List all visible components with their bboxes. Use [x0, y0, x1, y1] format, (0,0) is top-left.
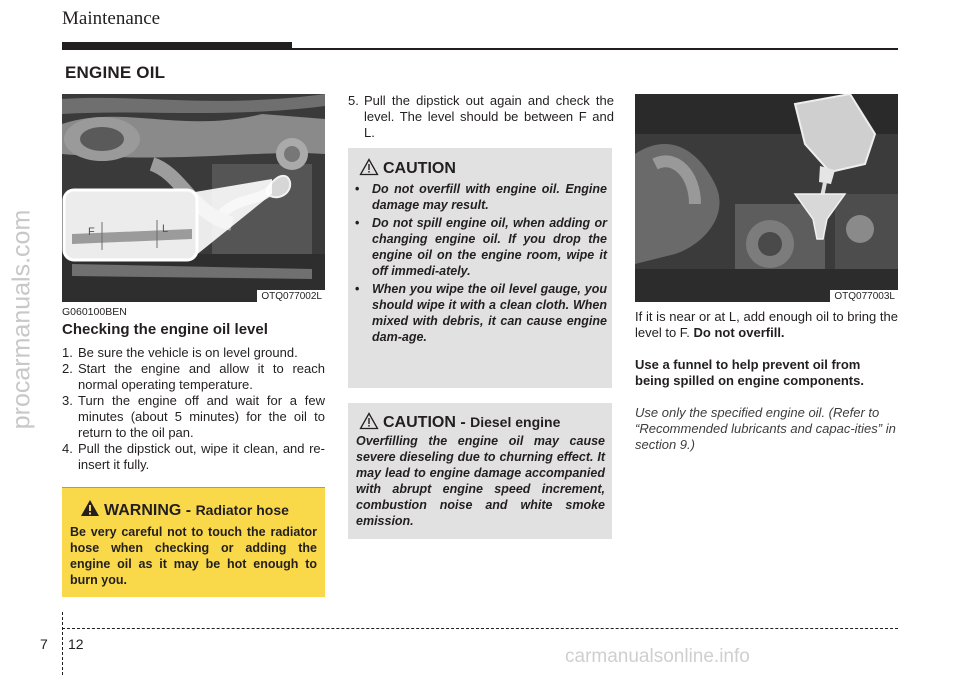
funnel-note: Use a funnel to help prevent oil from being spilled on engine components. — [635, 357, 864, 388]
refill-instruction: If it is near or at L, add enough oil to bring the level to F. Do not overfill. — [635, 309, 898, 340]
caution-item: • Do not overfill with engine oil. Engine damage may result. — [355, 182, 607, 212]
chapter-number: 7 — [40, 636, 48, 652]
side-watermark: procarmanuals.com — [7, 209, 36, 430]
caution-diesel-body: Overfilling the engine oil may cause severe dieseling due to churning effect. It may lead to engine damage accompanied with abrupt engine speed increment, combustion noise and white smoke emission. — [356, 434, 605, 528]
footer-rule — [62, 628, 898, 629]
dipstick-mark-l: L — [162, 223, 169, 235]
dipstick-mark-f: F — [88, 226, 95, 238]
section-code: G060100BEN — [62, 306, 127, 318]
subheading: Checking the engine oil level — [62, 321, 268, 338]
caution-diesel-box — [348, 403, 612, 539]
header-rule-thin — [292, 48, 898, 50]
caution-title: CAUTION — [383, 160, 456, 177]
caution-triangle-icon — [359, 412, 379, 430]
caution-item: • When you wipe the oil level gauge, you should wipe it with a clean cloth. When mixed with debris, it can cause engine dam-age. — [355, 282, 607, 344]
step-item: 3. Turn the engine off and wait for a few minutes (about 5 minutes) for the oil to return to the oil pan. — [62, 393, 325, 440]
warning-subtitle: Radiator hose — [195, 502, 289, 518]
step-item: 1. Be sure the vehicle is on level ground. — [62, 345, 298, 360]
warning-box — [62, 487, 325, 597]
caution-list — [355, 181, 607, 347]
specified-oil-note: Use only the specified engine oil. (Refer to “Recommended lubricants and capac-ities” in section 9.) — [635, 405, 896, 452]
caution-triangle-icon — [359, 158, 379, 176]
funnel-illustration — [635, 94, 898, 302]
do-not-overfill: Do not overfill. — [693, 325, 785, 340]
steps-list-left — [62, 345, 325, 473]
caution-diesel-title: CAUTION - Diesel engine — [383, 414, 561, 431]
bottom-watermark: carmanualsonline.info — [565, 646, 750, 667]
section-title: Maintenance — [62, 8, 161, 29]
figure-caption-left: OTQ077002L — [257, 290, 325, 302]
figure-caption-right: OTQ077003L — [830, 290, 898, 302]
warning-body: Be very careful not to touch the radiator hose when checking or adding the engine oil as it may be hot enough to burn you. — [70, 525, 317, 587]
caution-item: • Do not spill engine oil, when adding or changing engine oil. If you drop the engine oil on the engine room, wipe it off immedi-ately. — [355, 216, 607, 278]
step-item: 4. Pull the dipstick out, wipe it clean, and re-insert it fully. — [62, 441, 325, 472]
engine-bay-illustration — [62, 94, 325, 302]
page-number: 12 — [68, 636, 84, 652]
step-item: 2. Start the engine and allow it to reach normal operating temperature. — [62, 361, 325, 392]
header-rule-thick — [62, 42, 292, 50]
caution-diesel-subtitle: Diesel engine — [470, 414, 561, 430]
footer-divider — [62, 612, 63, 675]
engine-dipstick-photo — [62, 94, 325, 302]
warning-triangle-icon — [80, 499, 100, 517]
page-title: ENGINE OIL — [65, 63, 166, 82]
caution-box — [348, 148, 612, 388]
step-item-5: 5. Pull the dipstick out again and check the level. The level should be between F and L. — [348, 93, 614, 140]
warning-title: WARNING - Radiator hose — [104, 502, 289, 519]
engine-funnel-photo — [635, 94, 898, 302]
